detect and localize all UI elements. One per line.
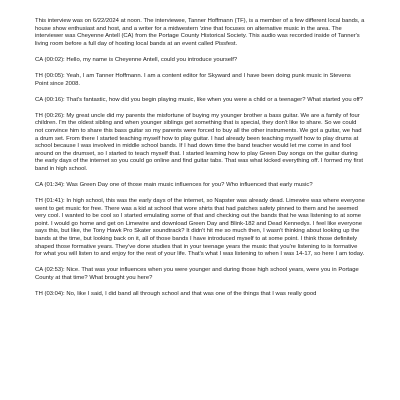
transcript-line-ca-0253: CA (02:53): Nice. That was your influences when you were younger and during those high school years, were you in Portage County at that time? What brought you here? xyxy=(35,267,359,281)
transcript-line-th-0304: TH (03:04): No, like I said, I did band all through school and that was one of the things that I was really good xyxy=(35,291,317,298)
transcript-line-th-0005: TH (00:05): Yeah, I am Tanner Hoffmann. I am a content editor for Skyward and I have been doing punk music in Stevens Point since 2008. xyxy=(35,72,351,87)
transcript-line-th-0026: TH (00:26): My great uncle did my parents the misfortune of buying my younger brother a bass guitar. We are a family of four children. I'm the oldest sibling and when younger siblings get something that is special, they don't like to share. So we could not convince him to share this bass guitar so my parents were forced to buy all the other instruments. We got a guitar, we had a drum set. From there I started teaching myself how to play guitar. I had already been teaching myself how to play drums at school because I was involved in middle school bands. If I had down time the band teacher would let me come in and fool around on the drumset, so I started to teach myself that. I started learning how to play Green Day songs on the guitar during the early days of the internet so you could go online and find guitar tabs. That was what kicked everything off. I formed my first band in high school. xyxy=(35,112,363,172)
intro-paragraph: This interview was on 6/22/2024 at noon. The interviewee, Tanner Hoffmann (TF), is a member of a few different local bands, a house show enthusiast and host, and a writer for a midwestern 'zine that focuses on alternative music in the area. The interviewer was Cheyenne Antell (CA) from the Portage County Historical Society. This audio was recorded inside of Tanner's living room before a full day of hosting local bands at an event called Pissfest. xyxy=(35,18,365,47)
transcript-line-ca-0016: CA (00:16): That's fantastic, how did you begin playing music, like when you were a child or a teenager? What started you off? xyxy=(35,96,363,103)
transcript-line-ca-0134: CA (01:34): Was Green Day one of those main music influences for you? Who influenced that early music? xyxy=(35,182,313,188)
transcript-line-th-0141: TH (01:41): In high school, this was the early days of the internet, so Napster was already dead. Limewire was where everyone went to get music for free. There was a kid at school that wore shirts that had patches safety pinned to them and he seemed very cool. I wanted to be cool so I started emulating some of that and checking out the bands that he was listening to at some point. I would go home and get on Limewire and download Green Day and Blink-182 and Dead Kennedys. I feel like everyone says this, but like, the Tony Hawk Pro Skater soundtrack? It didn't hit me so much then, I wasn't thinking about looking up the bands at the time, but looking back on it, all of those bands I have introduced myself to at some point. I think those definitely shaped those formative years. They've done studies that in your teenage years the music that you're listening to is formative for what you will listen to and enjoy for the rest of your life. That's what I was listening to when I was 14-17, so here I am today. xyxy=(35,198,365,258)
transcript-line-ca-0002: CA (00:02): Hello, my name is Cheyenne Antell, could you introduce yourself? xyxy=(35,56,238,63)
